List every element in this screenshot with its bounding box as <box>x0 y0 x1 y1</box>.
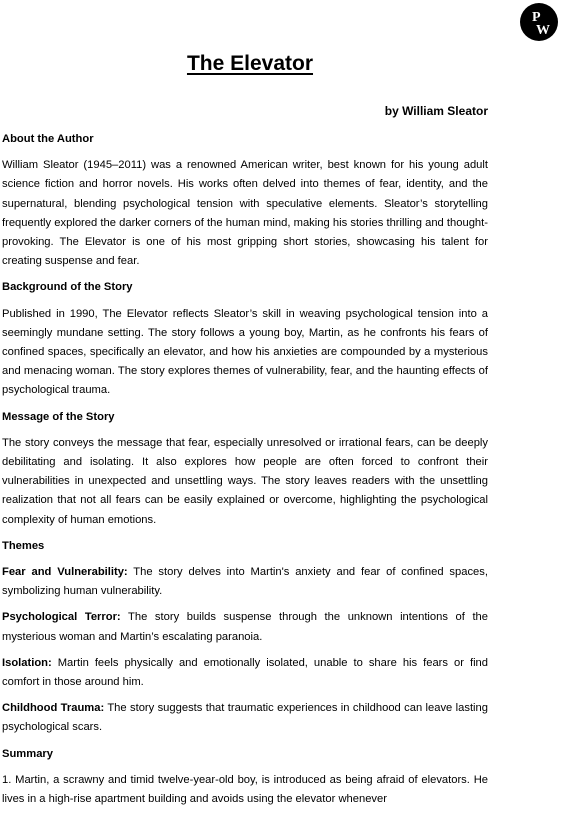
section-heading-message: Message of the Story <box>2 410 115 423</box>
section-heading-background: Background of the Story <box>2 281 133 294</box>
theme-text: The story suggests that traumatic experiences in childhood can leave lasting psychological scars. <box>2 702 488 734</box>
document-body <box>2 130 488 816</box>
theme-item <box>2 699 488 737</box>
logo-letter-p: P <box>532 10 541 25</box>
theme-text: The story delves into Martin's anxiety and fear of confined spaces, symbolizing human vulnerability. <box>2 566 488 598</box>
paragraph-message: The story conveys the message that fear, especially unresolved or irrational fears, can be deeply debilitating and isolating. It also explores how people are often forced to confront their vulnerabilities in unexpected and unsettling ways. The story leaves readers with the unsettling realization that not all fears can be easily explained or overcome, highlighting the psychological complexity of human emotions. <box>2 436 488 526</box>
theme-text: Martin feels physically and emotionally isolated, unable to share his fears or find comfort in those around him. <box>2 656 488 689</box>
theme-item <box>2 563 488 601</box>
theme-text: The story builds suspense through the unknown intentions of the mysterious woman and Martin’s escalating paranoia. <box>2 611 489 643</box>
theme-item <box>2 608 488 646</box>
theme-label: Childhood Trauma: <box>2 702 105 715</box>
section-heading-themes: Themes <box>2 539 45 552</box>
logo-letter-w: W <box>536 23 550 38</box>
section-heading-summary: Summary <box>2 747 53 760</box>
theme-label: Isolation: <box>2 656 52 669</box>
paragraph-background: Published in 1990, The Elevator reflects Sleator’s skill in weaving psychological tension into a seemingly mundane setting. The story follows a young boy, Martin, as he confronts his fears of confined spaces, specifically an elevator, and how his anxieties are compounded by a mysterious and menacing woman. The story explores themes of vulnerability, fear, and the haunting effects of psychological trauma. <box>2 307 488 397</box>
author-byline: by William Sleator <box>384 104 488 118</box>
document-title: The Elevator <box>186 52 314 75</box>
theme-item <box>2 654 488 692</box>
pw-logo-icon <box>519 2 559 42</box>
paragraph-about: William Sleator (1945–2011) was a renowned American writer, best known for his young adult science fiction and horror novels. His works often delved into themes of fear, identity, and the supernatural, blending psychological tension with speculative elements. Sleator’s storytelling frequently explored the darker corners of the human mind, making his stories thrilling and thought-provoking. The Elevator is one of his most gripping short stories, showcasing his talent for creating suspense and fear. <box>2 159 488 268</box>
theme-label: Fear and Vulnerability: <box>2 566 128 579</box>
theme-label: Psychological Terror: <box>2 611 121 624</box>
paragraph-summary: 1. Martin, a scrawny and timid twelve-year-old boy, is introduced as being afraid of elevators. He lives in a high-rise apartment building and avoids using the elevator whenever <box>2 773 488 806</box>
section-heading-about: About the Author <box>2 133 94 145</box>
